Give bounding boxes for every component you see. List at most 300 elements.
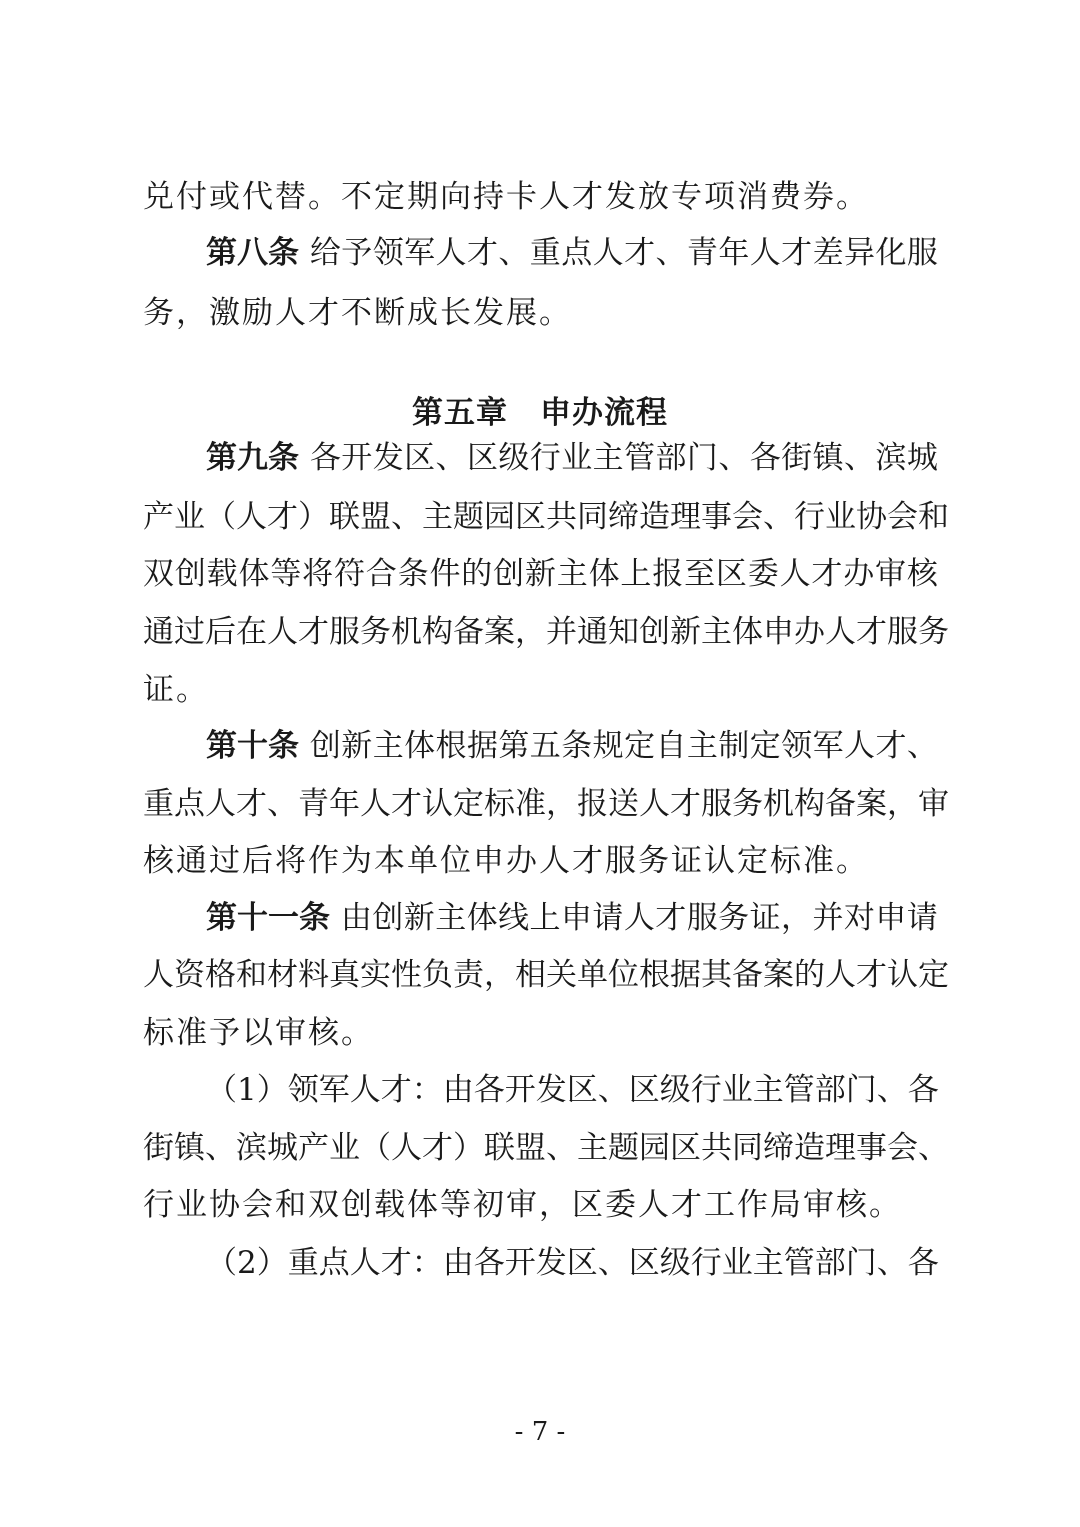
glyph: 机 <box>763 786 794 822</box>
glyph: 同 <box>577 499 608 535</box>
glyph: 才 <box>655 900 687 936</box>
glyph: 负 <box>422 957 453 993</box>
glyph: 点 <box>174 786 205 822</box>
justified-line <box>143 602 949 662</box>
glyph: 年 <box>329 786 360 822</box>
glyph: 创 <box>493 556 525 592</box>
glyph: 缔 <box>763 1130 794 1166</box>
glyph: 报 <box>652 556 684 592</box>
glyph: （ <box>206 1245 237 1281</box>
glyph: 主 <box>435 900 467 936</box>
glyph: 核 <box>906 556 938 592</box>
text-line <box>0 1118 1080 1178</box>
glyph: 载 <box>206 556 238 592</box>
glyph: 各 <box>907 1072 939 1108</box>
glyph: 体 <box>238 556 270 592</box>
glyph: 创 <box>174 556 206 592</box>
glyph: 化 <box>875 235 907 271</box>
glyph: 料 <box>298 957 329 993</box>
glyph: 请 <box>906 900 938 936</box>
glyph: 的 <box>794 957 825 993</box>
text-line <box>0 167 1080 227</box>
glyph: 区 <box>566 1072 598 1108</box>
justified-line <box>206 1233 938 1293</box>
glyph: ， <box>887 786 918 822</box>
justified-line <box>206 888 938 948</box>
glyph: 各 <box>473 1245 505 1281</box>
text-line <box>0 602 1080 662</box>
glyph: 的 <box>461 556 493 592</box>
glyph: 部 <box>814 1245 846 1281</box>
glyph: 重 <box>287 1245 319 1281</box>
glyph: 构 <box>794 786 825 822</box>
text-line <box>0 1060 1080 1120</box>
glyph: 人 <box>349 1245 381 1281</box>
glyph: 人 <box>844 728 876 764</box>
glyph: （ <box>206 1072 237 1108</box>
glyph: 主 <box>752 1245 784 1281</box>
glyph: 人 <box>349 1072 381 1108</box>
justified-line <box>143 487 949 547</box>
glyph: 准 <box>515 786 546 822</box>
glyph: 至 <box>684 556 716 592</box>
text-line <box>0 487 1080 547</box>
glyph: 2 <box>237 1245 257 1281</box>
text-line <box>0 223 1080 283</box>
glyph: 备 <box>825 786 856 822</box>
glyph: 才 <box>781 235 813 271</box>
text-line <box>0 945 1080 1005</box>
glyph: 业 <box>174 499 205 535</box>
glyph: 园 <box>484 499 515 535</box>
glyph: 、 <box>267 786 298 822</box>
chapter-heading: 第五章 申办流程 <box>412 395 668 431</box>
glyph: 重 <box>143 786 174 822</box>
glyph: 才 <box>298 614 329 650</box>
glyph: 人 <box>391 1130 422 1166</box>
glyph: 格 <box>205 957 236 993</box>
glyph: 会 <box>732 499 763 535</box>
glyph: 、 <box>718 440 750 476</box>
glyph: 审 <box>875 556 907 592</box>
glyph: 相 <box>515 957 546 993</box>
glyph: 定 <box>453 786 484 822</box>
glyph: 上 <box>529 900 561 936</box>
glyph: 人 <box>435 235 467 271</box>
glyph: ， <box>546 786 577 822</box>
glyph: 区 <box>566 1245 598 1281</box>
glyph: 区 <box>670 1130 701 1166</box>
glyph: 各 <box>473 1072 505 1108</box>
glyph: 主 <box>577 1130 608 1166</box>
glyph: 案 <box>856 786 887 822</box>
page-number: - 7 - <box>514 1417 566 1447</box>
glyph: 城 <box>906 440 938 476</box>
glyph: 业 <box>721 1072 753 1108</box>
glyph: 、 <box>763 499 794 535</box>
glyph: 才 <box>856 614 887 650</box>
glyph: ， <box>515 614 546 650</box>
glyph: ： <box>411 1245 443 1281</box>
line-text: 行业协会和双创载体等初审，区委人才工作局审核。 <box>143 1187 902 1223</box>
glyph: 体 <box>732 614 763 650</box>
glyph: ） <box>298 499 329 535</box>
glyph: 通 <box>143 614 174 650</box>
glyph: 办 <box>794 614 825 650</box>
text-line <box>0 774 1080 834</box>
glyph: 人 <box>825 957 856 993</box>
glyph: 造 <box>794 1130 825 1166</box>
glyph: 才 <box>811 556 843 592</box>
glyph: 证 <box>749 900 781 936</box>
glyph: 开 <box>504 1245 536 1281</box>
glyph: 级 <box>659 1245 691 1281</box>
glyph: 主 <box>592 440 624 476</box>
glyph: 新 <box>524 556 556 592</box>
glyph: 行 <box>794 499 825 535</box>
glyph: 由 <box>442 1245 474 1281</box>
glyph: 、 <box>597 1072 629 1108</box>
glyph: 并 <box>546 614 577 650</box>
glyph: 新 <box>341 728 373 764</box>
glyph: 题 <box>608 1130 639 1166</box>
glyph: 体 <box>588 556 620 592</box>
glyph: 才 <box>856 957 887 993</box>
glyph: 盟 <box>515 1130 546 1166</box>
glyph: 街 <box>143 1130 174 1166</box>
article-label: 第十条 <box>206 728 299 764</box>
glyph: 造 <box>639 499 670 535</box>
glyph: 部 <box>814 1072 846 1108</box>
glyph: 行 <box>690 1072 722 1108</box>
glyph: 委 <box>747 556 779 592</box>
glyph: 滨 <box>236 1130 267 1166</box>
glyph: 据 <box>466 728 498 764</box>
glyph: 才 <box>391 786 422 822</box>
glyph: 将 <box>302 556 334 592</box>
glyph: 会 <box>887 1130 918 1166</box>
glyph: 、 <box>546 1130 577 1166</box>
glyph: 由 <box>340 900 372 936</box>
line-text: 兑付或代替。不定期向持卡人才发放专项消费券。 <box>143 179 869 215</box>
glyph: 人 <box>623 900 655 936</box>
glyph: ， <box>781 900 812 936</box>
glyph: 级 <box>498 440 530 476</box>
glyph: 人 <box>749 235 781 271</box>
glyph: 创 <box>309 728 341 764</box>
justified-line <box>206 716 938 776</box>
glyph: 军 <box>404 235 436 271</box>
glyph: 服 <box>329 614 360 650</box>
glyph: 条 <box>561 728 593 764</box>
glyph: 区 <box>628 1072 660 1108</box>
line-text: 证。 <box>143 672 209 708</box>
text-line <box>0 888 1080 948</box>
glyph: 才 <box>624 235 656 271</box>
glyph: 机 <box>391 614 422 650</box>
glyph: 联 <box>484 1130 515 1166</box>
glyph: 知 <box>608 614 639 650</box>
glyph: 新 <box>670 614 701 650</box>
glyph: 报 <box>577 786 608 822</box>
glyph: 第 <box>498 728 530 764</box>
glyph: 事 <box>701 499 732 535</box>
glyph: 主 <box>556 556 588 592</box>
glyph: 务 <box>732 786 763 822</box>
glyph: 构 <box>422 614 453 650</box>
glyph: 人 <box>143 957 174 993</box>
glyph: 才 <box>670 786 701 822</box>
glyph: 事 <box>856 1130 887 1166</box>
glyph: 根 <box>435 728 467 764</box>
glyph: 双 <box>143 556 174 592</box>
glyph: 青 <box>298 786 329 822</box>
glyph: 、 <box>597 1245 629 1281</box>
glyph: 主 <box>422 499 453 535</box>
justified-line <box>206 1060 938 1120</box>
glyph: 区 <box>404 440 436 476</box>
glyph: 标 <box>484 786 515 822</box>
glyph: 线 <box>498 900 530 936</box>
glyph: 重 <box>529 235 561 271</box>
glyph: 部 <box>655 440 687 476</box>
glyph: 案 <box>484 614 515 650</box>
article-label: 第九条 <box>206 440 299 476</box>
glyph: 联 <box>329 499 360 535</box>
glyph: 位 <box>608 957 639 993</box>
glyph: 服 <box>701 786 732 822</box>
glyph: 条 <box>397 556 429 592</box>
glyph: 、 <box>435 440 467 476</box>
glyph: 才 <box>466 235 498 271</box>
glyph: 、 <box>655 235 687 271</box>
glyph: ） <box>256 1072 288 1108</box>
glyph: 产 <box>143 499 174 535</box>
glyph: 门 <box>845 1245 877 1281</box>
glyph: 行 <box>529 440 561 476</box>
glyph: 申 <box>763 614 794 650</box>
glyph: 业 <box>721 1245 753 1281</box>
glyph: 差 <box>812 235 844 271</box>
glyph: 管 <box>783 1245 815 1281</box>
glyph: （ <box>205 499 236 535</box>
glyph: 体 <box>466 900 498 936</box>
line-text: 务，激励人才不断成长发展。 <box>143 295 572 331</box>
glyph: 、 <box>906 728 938 764</box>
glyph: 定 <box>749 728 781 764</box>
glyph: 业 <box>825 499 856 535</box>
glyph: 合 <box>365 556 397 592</box>
glyph: 点 <box>318 1245 350 1281</box>
glyph: 同 <box>732 1130 763 1166</box>
glyph: 办 <box>843 556 875 592</box>
glyph: 才 <box>267 499 298 535</box>
glyph: 服 <box>686 900 718 936</box>
glyph: 实 <box>360 957 391 993</box>
justified-line <box>143 1118 949 1178</box>
glyph: 门 <box>686 440 718 476</box>
glyph: 缔 <box>608 499 639 535</box>
glyph: 人 <box>779 556 811 592</box>
glyph: 给 <box>309 235 341 271</box>
glyph: 开 <box>504 1072 536 1108</box>
glyph: 上 <box>620 556 652 592</box>
glyph: 定 <box>624 728 656 764</box>
glyph: 予 <box>341 235 373 271</box>
glyph: 人 <box>639 786 670 822</box>
glyph: 主 <box>372 728 404 764</box>
glyph: 协 <box>856 499 887 535</box>
glyph: 请 <box>592 900 624 936</box>
glyph: 、 <box>918 1130 949 1166</box>
glyph: 军 <box>318 1072 350 1108</box>
justified-line <box>143 544 938 604</box>
glyph: 认 <box>422 786 453 822</box>
glyph: 共 <box>701 1130 732 1166</box>
glyph: 领 <box>372 235 404 271</box>
glyph: 业 <box>329 1130 360 1166</box>
glyph: 制 <box>718 728 750 764</box>
glyph: 人 <box>267 614 298 650</box>
glyph: 创 <box>372 900 404 936</box>
glyph: 才 <box>380 1072 412 1108</box>
glyph: 务 <box>360 614 391 650</box>
glyph: 、 <box>391 499 422 535</box>
glyph: （ <box>360 1130 391 1166</box>
glyph: 人 <box>360 786 391 822</box>
justified-line <box>143 774 949 834</box>
glyph: 、 <box>876 1072 908 1108</box>
glyph: 领 <box>781 728 813 764</box>
glyph: 理 <box>825 1130 856 1166</box>
glyph: 产 <box>298 1130 329 1166</box>
text-line <box>0 716 1080 776</box>
glyph: 青 <box>686 235 718 271</box>
line-text: 标准予以审核。 <box>143 1015 374 1051</box>
glyph: 申 <box>875 900 907 936</box>
glyph: 案 <box>763 957 794 993</box>
glyph: 五 <box>529 728 561 764</box>
text-line <box>0 283 1080 343</box>
text-line <box>0 1003 1080 1063</box>
glyph: 级 <box>659 1072 691 1108</box>
glyph: 各 <box>749 440 781 476</box>
glyph: 1 <box>237 1072 257 1108</box>
glyph: ： <box>411 1072 443 1108</box>
glyph: 符 <box>333 556 365 592</box>
glyph: 单 <box>577 957 608 993</box>
glyph: 共 <box>546 499 577 535</box>
glyph: 才 <box>380 1245 412 1281</box>
glyph: 对 <box>843 900 875 936</box>
text-line <box>0 831 1080 891</box>
glyph: 备 <box>732 957 763 993</box>
glyph: 理 <box>670 499 701 535</box>
glyph: 后 <box>205 614 236 650</box>
glyph: 备 <box>453 614 484 650</box>
glyph: 开 <box>341 440 373 476</box>
glyph: 性 <box>391 957 422 993</box>
glyph: 人 <box>825 614 856 650</box>
glyph: 真 <box>329 957 360 993</box>
glyph: 才 <box>875 728 907 764</box>
text-line <box>0 660 1080 720</box>
glyph: 滨 <box>875 440 907 476</box>
glyph: 主 <box>752 1072 784 1108</box>
glyph: 体 <box>404 728 436 764</box>
glyph: 主 <box>686 728 718 764</box>
glyph: 过 <box>174 614 205 650</box>
glyph: 业 <box>561 440 593 476</box>
glyph: 等 <box>270 556 302 592</box>
glyph: 区 <box>628 1245 660 1281</box>
glyph: 创 <box>639 614 670 650</box>
glyph: 务 <box>918 614 949 650</box>
glyph: 管 <box>783 1072 815 1108</box>
glyph: 关 <box>546 957 577 993</box>
glyph: 发 <box>372 440 404 476</box>
glyph: 街 <box>781 440 813 476</box>
glyph: 人 <box>236 499 267 535</box>
glyph: 异 <box>844 235 876 271</box>
glyph: 管 <box>624 440 656 476</box>
glyph: 、 <box>205 1130 236 1166</box>
glyph: ， <box>484 957 515 993</box>
glyph: 区 <box>715 556 747 592</box>
glyph: 发 <box>535 1072 567 1108</box>
glyph: 区 <box>466 440 498 476</box>
glyph: 在 <box>236 614 267 650</box>
glyph: 年 <box>718 235 750 271</box>
glyph: 题 <box>453 499 484 535</box>
glyph: 服 <box>887 614 918 650</box>
glyph: 园 <box>639 1130 670 1166</box>
glyph: 会 <box>887 499 918 535</box>
glyph: 新 <box>403 900 435 936</box>
glyph: 盟 <box>360 499 391 535</box>
text-line <box>0 544 1080 604</box>
glyph: 、 <box>498 235 530 271</box>
glyph: 区 <box>515 499 546 535</box>
glyph: 并 <box>812 900 844 936</box>
glyph: ） <box>453 1130 484 1166</box>
glyph: 定 <box>918 957 949 993</box>
line-text: 核通过后将作为本单位申办人才服务证认定标准。 <box>143 843 869 879</box>
article-label: 第八条 <box>206 235 299 271</box>
glyph: 据 <box>670 957 701 993</box>
glyph: 资 <box>174 957 205 993</box>
glyph: 送 <box>608 786 639 822</box>
glyph: 军 <box>812 728 844 764</box>
glyph: 和 <box>918 499 949 535</box>
glyph: 自 <box>655 728 687 764</box>
justified-line <box>206 223 938 283</box>
text-line <box>0 1175 1080 1235</box>
glyph: 才 <box>236 786 267 822</box>
glyph: 和 <box>236 957 267 993</box>
glyph: 、 <box>876 1245 908 1281</box>
glyph: 认 <box>887 957 918 993</box>
glyph: 服 <box>906 235 938 271</box>
glyph: 、 <box>844 440 876 476</box>
glyph: 根 <box>639 957 670 993</box>
glyph: 其 <box>701 957 732 993</box>
glyph: 件 <box>429 556 461 592</box>
glyph: 材 <box>267 957 298 993</box>
glyph: 门 <box>845 1072 877 1108</box>
article-label: 第十一条 <box>206 900 330 936</box>
glyph: 由 <box>442 1072 474 1108</box>
